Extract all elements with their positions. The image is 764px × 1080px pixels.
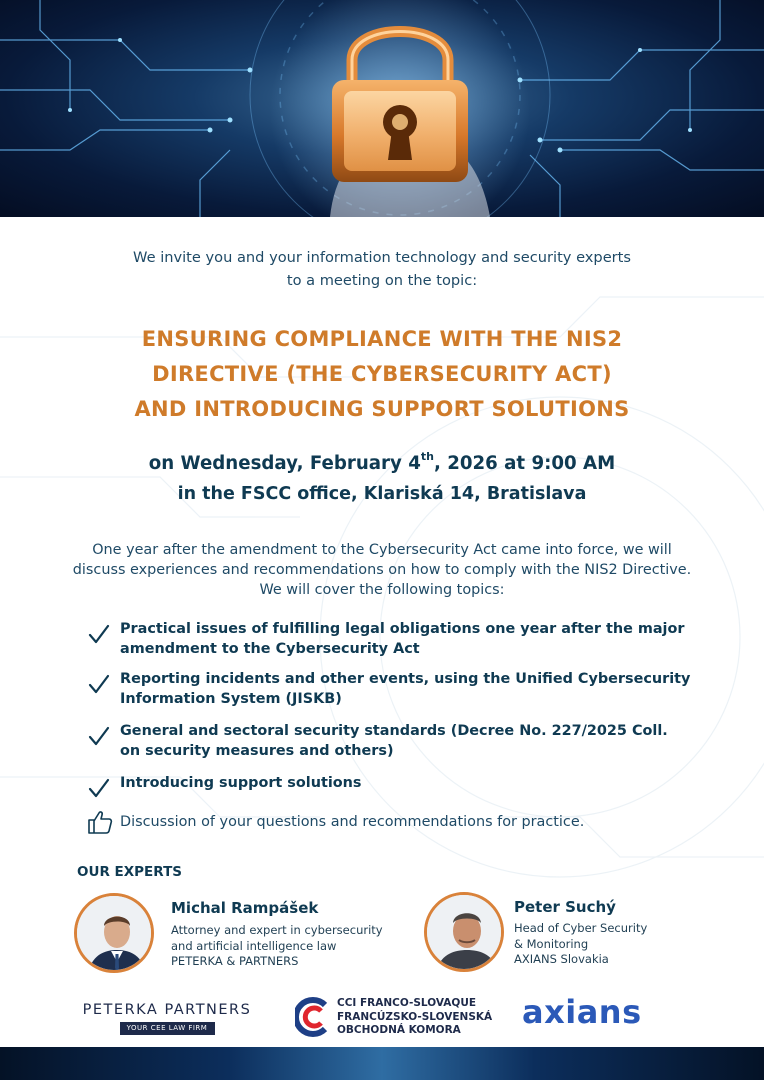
logo-tagline: YOUR CEE LAW FIRM [120, 1022, 215, 1035]
role-line: AXIANS Slovakia [514, 952, 609, 966]
title-line: AND INTRODUCING SUPPORT SOLUTIONS [134, 397, 630, 421]
expert-role [171, 923, 383, 970]
checkmark-icon [88, 623, 110, 645]
invitation-line: to a meeting on the topic: [286, 272, 478, 289]
discussion-text: Discussion of your questions and recommendations for practice. [120, 814, 585, 830]
checkmark-icon [88, 725, 110, 747]
intro-line: discuss experiences and recommendations on how to comply with the NIS2 Directive. [72, 562, 692, 578]
invitation-line: We invite you and your information technology and security experts [133, 249, 631, 266]
intro-paragraph [0, 540, 764, 600]
topic-line: on security measures and others) [120, 743, 394, 759]
cci-line: OBCHODNÁ KOMORA [337, 1024, 461, 1036]
role-line: Head of Cyber Security [514, 921, 648, 935]
intro-line: One year after the amendment to the Cybersecurity Act came into force, we will [92, 542, 672, 558]
event-title [0, 322, 764, 427]
topic-text [120, 721, 740, 761]
date-ordinal: th [420, 450, 434, 463]
event-date [0, 450, 764, 474]
padlock-circuit-image [0, 0, 764, 217]
topic-line: Introducing support solutions [120, 775, 362, 791]
expert-name: Michal Rampášek [171, 899, 319, 917]
topic-line: amendment to the Cybersecurity Act [120, 641, 420, 657]
peterka-partners-logo [72, 1002, 262, 1035]
date-suffix: , 2026 at 9:00 AM [433, 453, 616, 474]
title-line: DIRECTIVE (THE CYBERSECURITY ACT) [152, 362, 612, 386]
role-line: Attorney and expert in cybersecurity [171, 923, 383, 937]
topic-text [120, 773, 740, 793]
topic-line: Information System (JISKB) [120, 691, 342, 707]
topic-line: Reporting incidents and other events, using the Unified Cybersecurity [120, 671, 691, 687]
hero-banner [0, 0, 764, 217]
topic-text [120, 619, 740, 659]
logo-text: PETERKA PARTNERS [82, 1002, 252, 1018]
thumbs-up-icon [87, 809, 113, 835]
date-prefix: on Wednesday, February 4 [148, 453, 421, 474]
checkmark-icon [88, 777, 110, 799]
role-line: & Monitoring [514, 936, 589, 951]
intro-line: We will cover the following topics: [259, 582, 505, 598]
topic-text [120, 669, 740, 709]
checkmark-icon [88, 673, 110, 695]
cci-line: CCI FRANCO-SLOVAQUE [337, 997, 477, 1009]
logo-text [337, 997, 492, 1038]
role-line: and artificial intelligence law [171, 938, 337, 953]
expert-name: Peter Suchý [514, 898, 616, 916]
axians-logo: axians [522, 993, 642, 1031]
topic-line: General and sectoral security standards (Decree No. 227/2025 Coll. [120, 723, 668, 739]
expert-role [514, 921, 647, 968]
invitation-text [0, 246, 764, 292]
avatar [74, 893, 154, 973]
experts-heading: OUR EXPERTS [77, 864, 183, 880]
avatar [424, 892, 504, 972]
cci-emblem-icon [295, 997, 331, 1037]
title-line: ENSURING COMPLIANCE WITH THE NIS2 [141, 327, 623, 351]
event-location: in the FSCC office, Klariská 14, Bratislava [177, 484, 587, 504]
footer-strip [0, 1047, 764, 1080]
cci-logo [295, 996, 495, 1040]
role-line: PETERKA & PARTNERS [171, 954, 299, 968]
topic-line: Practical issues of fulfilling legal obligations one year after the major [120, 621, 685, 637]
cci-line: FRANCÚZSKO-SLOVENSKÁ [337, 1010, 493, 1023]
